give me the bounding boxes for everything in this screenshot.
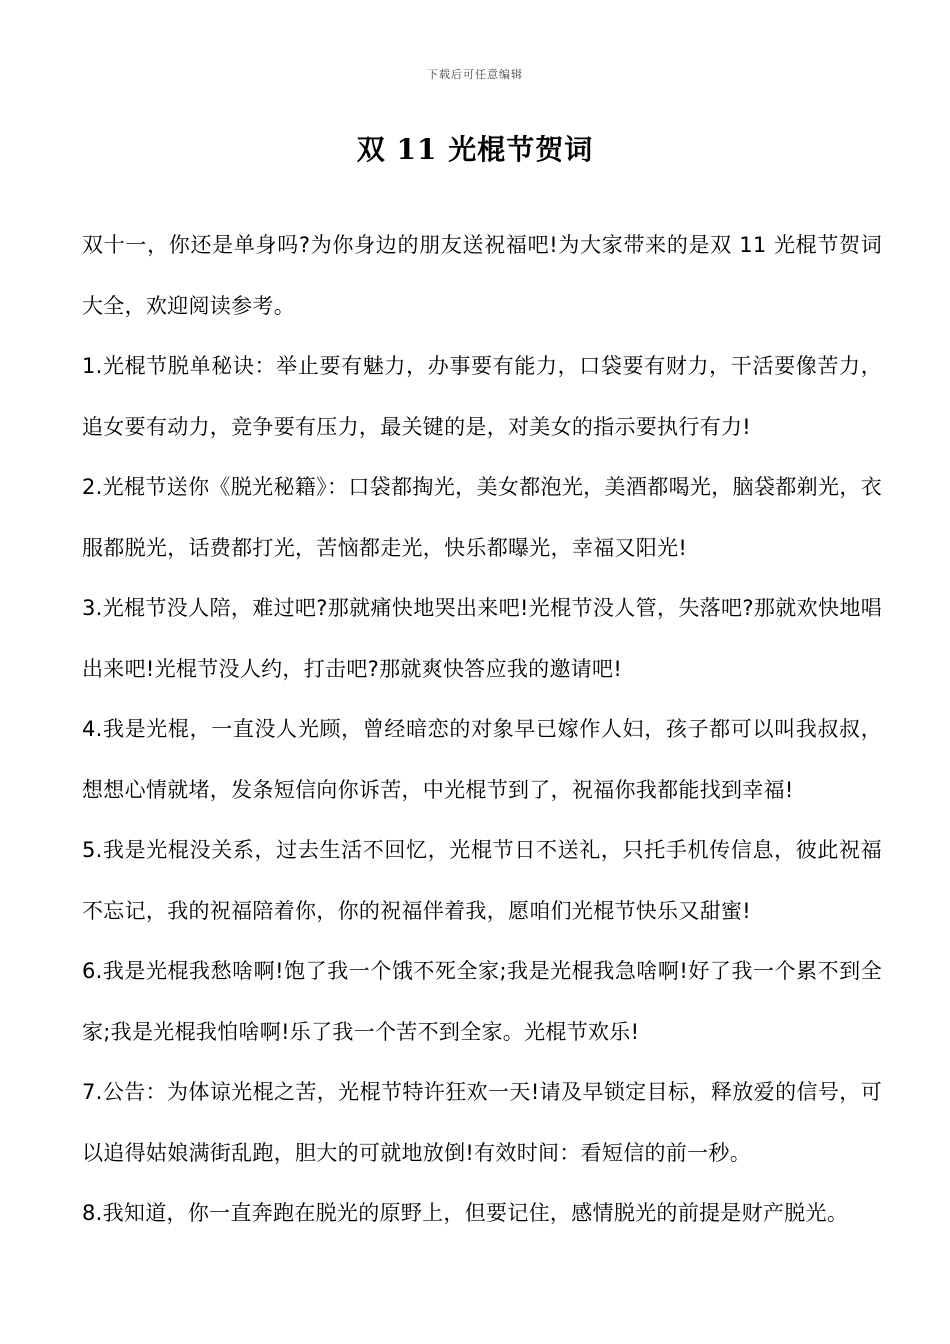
list-item: 7.公告：为体谅光棍之苦，光棍节特许狂欢一天!请及早锁定目标，释放爱的信号，可以追得姑娘满街乱跑，胆大的可就地放倒!有效时间：看短信的前一秒。 <box>82 1080 882 1165</box>
list-item: 5.我是光棍没关系，过去生活不回忆，光棍节日不送礼，只托手机传信息，彼此祝福不忘记，我的祝福陪着你，你的祝福伴着我，愿咱们光棍节快乐又甜蜜! <box>82 838 882 923</box>
document-title: 双 11 光棍节贺词 <box>356 133 594 166</box>
list-item: 3.光棍节没人陪，难过吧?那就痛快地哭出来吧!光棍节没人管，失落吧?那就欢快地唱出来吧!光棍节没人约，打击吧?那就爽快答应我的邀请吧! <box>82 596 882 681</box>
list-item: 4.我是光棍，一直没人光顾，曾经暗恋的对象早已嫁作人妇，孩子都可以叫我叔叔，想想心情就堵，发条短信向你诉苦，中光棍节到了，祝福你我都能找到幸福! <box>82 717 882 802</box>
list-item: 6.我是光棍我愁啥啊!饱了我一个饿不死全家;我是光棍我急啥啊!好了我一个累不到全家;我是光棍我怕啥啊!乐了我一个苦不到全家。光棍节欢乐! <box>82 959 882 1044</box>
list-item: 8.我知道，你一直奔跑在脱光的原野上，但要记住，感情脱光的前提是财产脱光。 <box>82 1201 849 1225</box>
list-item: 2.光棍节送你《脱光秘籍》：口袋都掏光，美女都泡光，美酒都喝光，脑袋都剃光，衣服都脱光，话费都打光，苦恼都走光，快乐都曝光，幸福又阳光! <box>82 475 882 560</box>
list-item: 1.光棍节脱单秘诀：举止要有魅力，办事要有能力，口袋要有财力，干活要像苦力，追女要有动力，竞争要有压力，最关键的是，对美女的指示要执行有力! <box>82 354 882 439</box>
intro-paragraph: 双十一，你还是单身吗?为你身边的朋友送祝福吧!为大家带来的是双 11 光棍节贺词大全，欢迎阅读参考。 <box>82 233 882 318</box>
header-note: 下载后可任意编辑 <box>427 68 523 81</box>
document-body <box>82 215 882 1244</box>
